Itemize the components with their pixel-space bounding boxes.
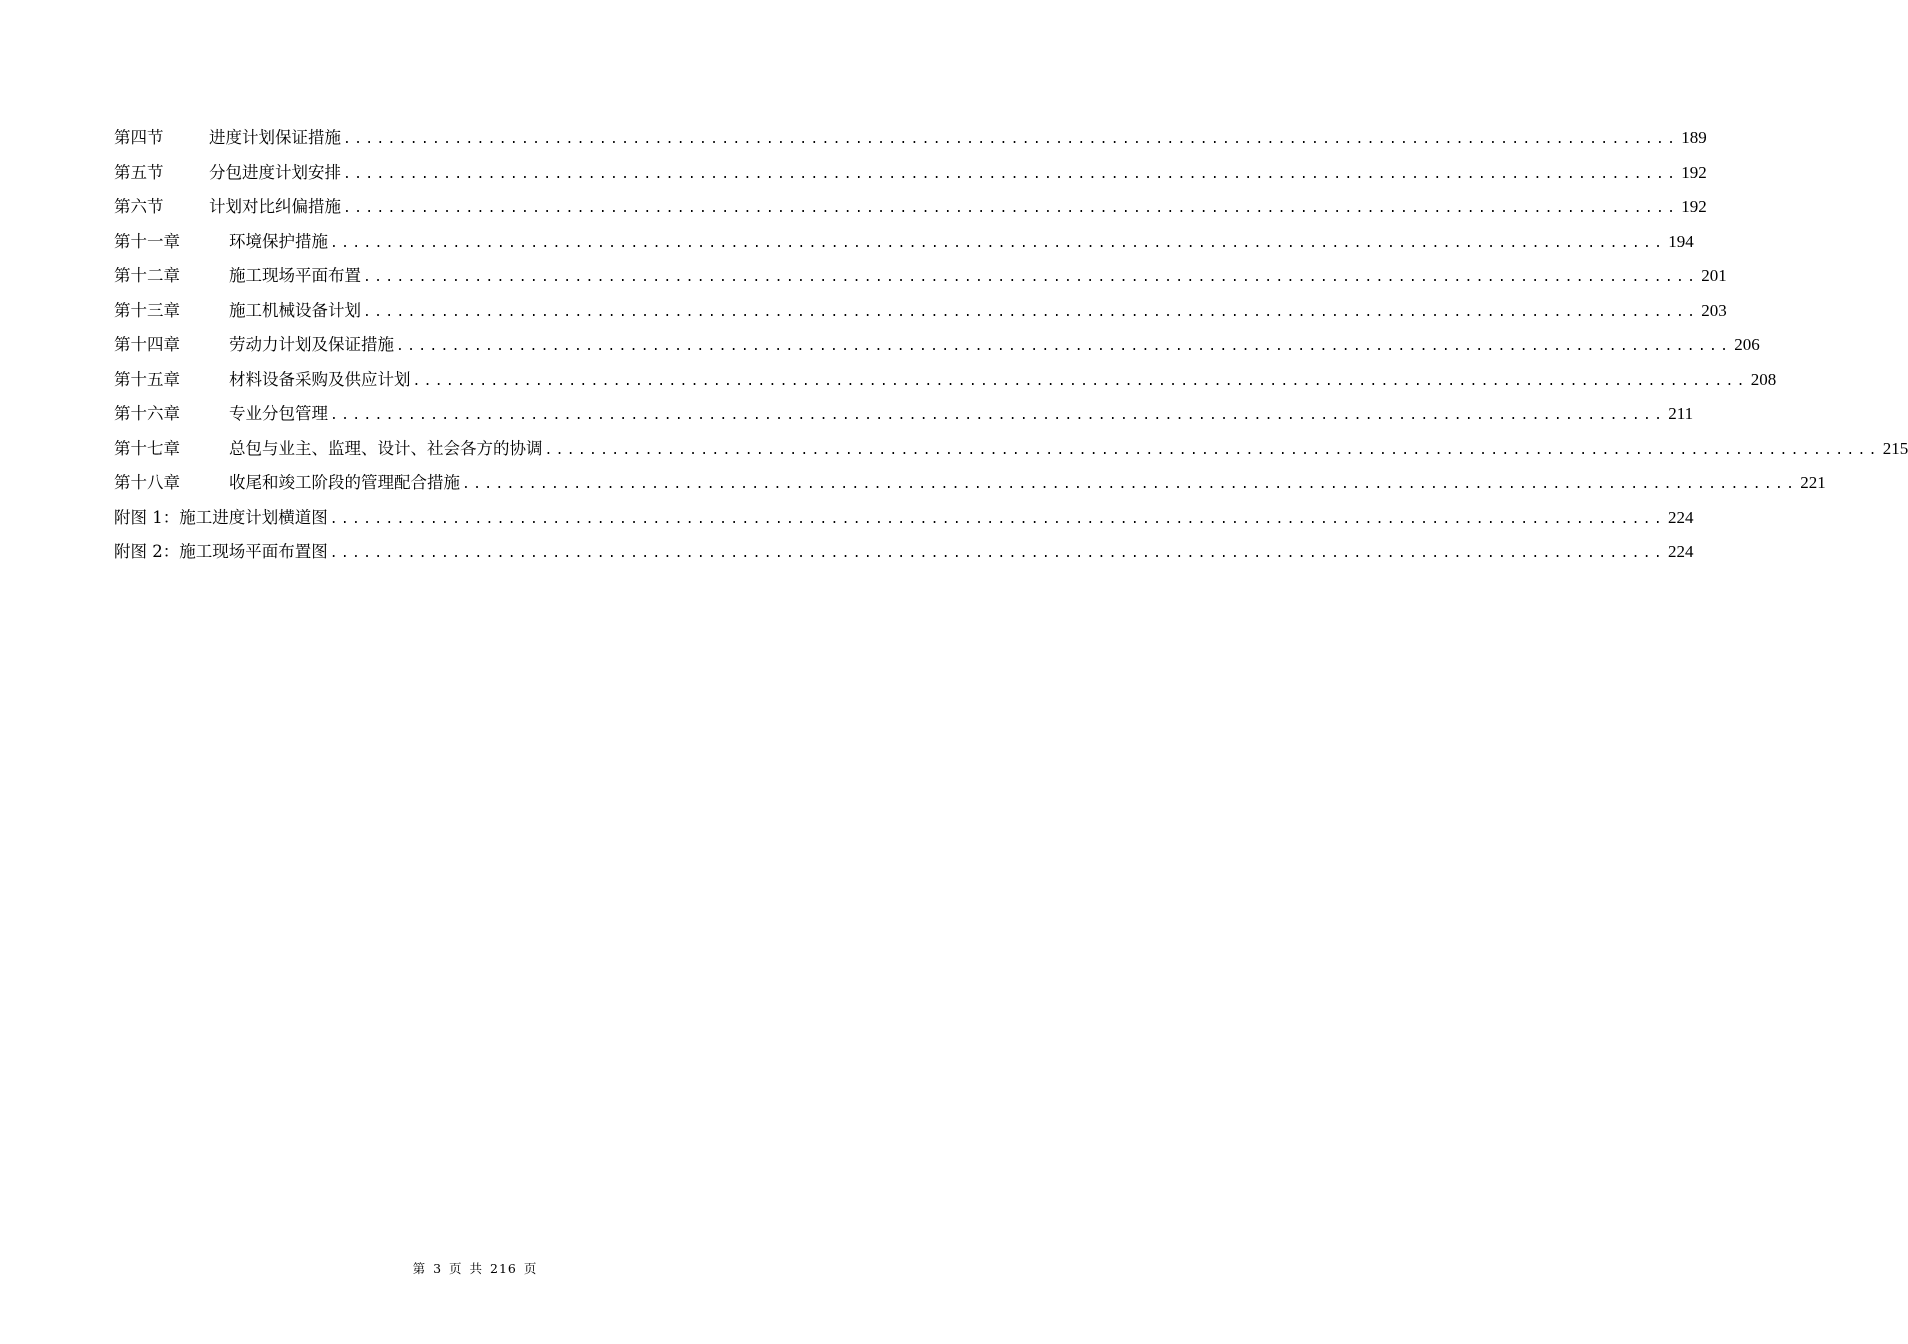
toc-entry-page: 194 — [1668, 231, 1694, 251]
toc-entry-number: 第十六章 — [114, 404, 180, 423]
dot-leader: ........................................................................................................................ — [330, 408, 1666, 423]
toc-entry-title: 材料设备采购及供应计划 — [229, 369, 411, 389]
toc-entry-number: 第十五章 — [114, 369, 180, 389]
toc-entry-title: 附图 2：施工现场平面布置图 — [114, 542, 328, 561]
dot-leader: ........................................................................................................................ — [363, 270, 1699, 285]
toc-entry-page: 224 — [1667, 507, 1694, 527]
toc-entry-title: 环境保护措施 — [229, 231, 328, 251]
dot-leader: ........................................................................................................................ — [343, 132, 1679, 147]
toc-entry[interactable] — [114, 190, 1707, 225]
toc-entry[interactable] — [114, 397, 1694, 432]
toc-entry-appendix[interactable] — [114, 501, 1694, 536]
dot-leader: ........................................................................................................................ — [412, 373, 1748, 389]
dot-leader: ........................................................................................................................ — [544, 442, 1880, 458]
toc-entry-number: 第十一章 — [114, 231, 180, 251]
toc-entry-title: 计划对比纠偏措施 — [209, 197, 341, 216]
toc-entry-number: 第四节 — [114, 128, 164, 147]
toc-entry[interactable] — [114, 328, 1760, 363]
dot-leader: ........................................................................................................................ — [343, 166, 1679, 182]
page-footer: 第 3 页 共 216 页 — [412, 1261, 538, 1276]
toc-entry[interactable] — [114, 466, 1826, 501]
toc-entry-title: 总包与业主、监理、设计、社会各方的协调 — [229, 438, 543, 458]
toc-entry[interactable] — [114, 259, 1727, 294]
dot-leader: ........................................................................................................................ — [330, 235, 1666, 251]
toc-entry-page: 208 — [1750, 369, 1777, 389]
toc-entry-number: 第十七章 — [114, 438, 180, 458]
toc-entry-appendix[interactable] — [114, 535, 1694, 570]
toc-entry[interactable] — [114, 225, 1694, 260]
toc-entry-page: 206 — [1734, 335, 1760, 354]
dot-leader: ........................................................................................................................ — [462, 477, 1798, 492]
toc-entry-number: 第十四章 — [114, 335, 180, 354]
toc-entry-page: 192 — [1681, 162, 1707, 182]
toc-entry-page: 211 — [1668, 404, 1694, 423]
dot-leader: ........................................................................................................................ — [363, 304, 1699, 320]
toc-entry-number: 第十八章 — [114, 473, 180, 492]
toc-entry-page: 224 — [1667, 542, 1694, 561]
table-of-contents — [114, 121, 1908, 570]
toc-entry-number: 第六节 — [114, 197, 164, 216]
toc-entry-number: 第十三章 — [114, 300, 180, 320]
toc-entry-page: 189 — [1681, 128, 1707, 147]
toc-entry[interactable] — [114, 432, 1908, 467]
toc-entry[interactable] — [114, 156, 1707, 191]
toc-entry-page: 215 — [1882, 438, 1908, 458]
toc-entry-title: 附图 1：施工进度计划横道图 — [114, 507, 328, 527]
toc-entry-title: 进度计划保证措施 — [209, 128, 341, 147]
toc-entry-title: 施工现场平面布置 — [229, 266, 361, 285]
dot-leader: ........................................................................................................................ — [343, 201, 1679, 216]
dot-leader: ........................................................................................................................ — [329, 511, 1665, 527]
toc-entry-page: 201 — [1701, 266, 1727, 285]
toc-entry-page: 203 — [1701, 300, 1727, 320]
toc-entry-title: 专业分包管理 — [229, 404, 328, 423]
toc-entry[interactable] — [114, 363, 1777, 398]
toc-entry[interactable] — [114, 294, 1727, 329]
toc-entry-title: 分包进度计划安排 — [209, 162, 341, 182]
dot-leader: ........................................................................................................................ — [329, 546, 1665, 561]
toc-entry-number: 第十二章 — [114, 266, 180, 285]
toc-entry-title: 施工机械设备计划 — [229, 300, 361, 320]
toc-entry[interactable] — [114, 121, 1707, 156]
toc-entry-title: 劳动力计划及保证措施 — [229, 335, 394, 354]
toc-entry-page: 192 — [1681, 197, 1707, 216]
toc-entry-page: 221 — [1800, 473, 1826, 492]
dot-leader: ........................................................................................................................ — [396, 339, 1732, 354]
toc-entry-title: 收尾和竣工阶段的管理配合措施 — [229, 473, 460, 492]
toc-entry-number: 第五节 — [114, 162, 164, 182]
